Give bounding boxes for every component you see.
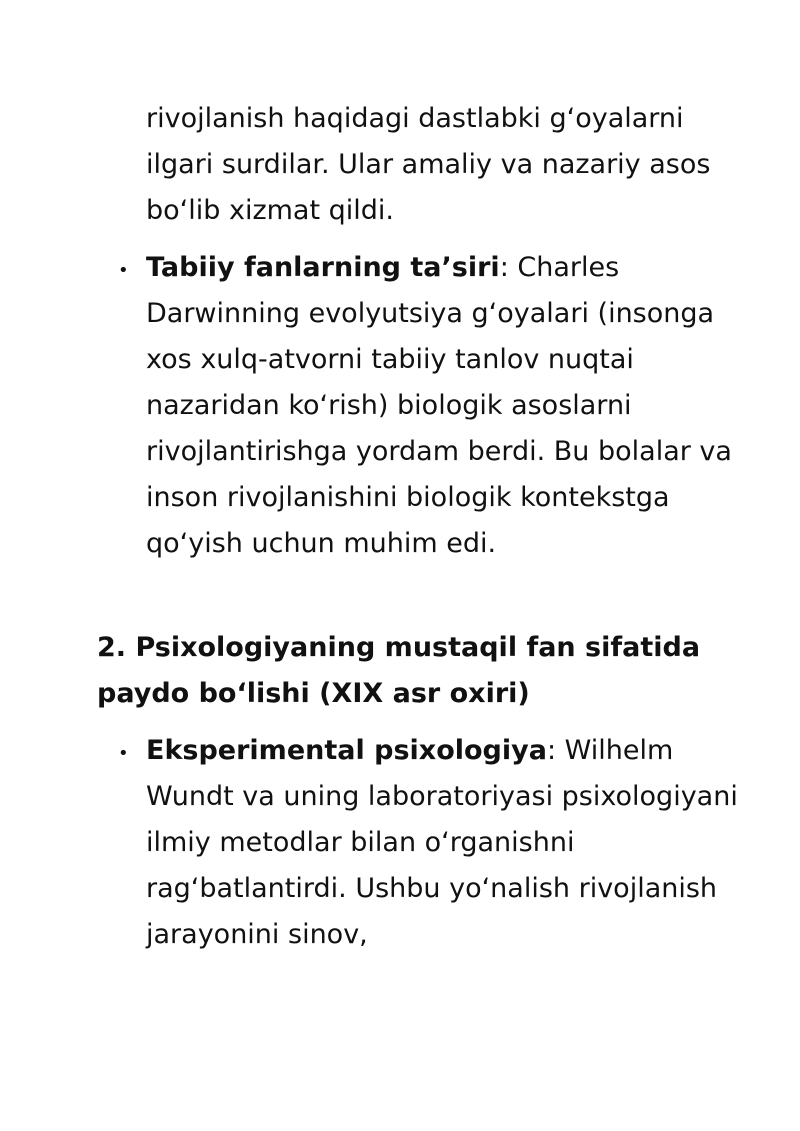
bullet-text: : Wilhelm Wundt va uning laboratoriyasi psixologiyani ilmiy metodlar bilan o‘rganishni rag‘batlantirdi. Ushbu yo‘nalish rivojlanish jarayonini sinov, xyxy=(146,735,738,950)
bullet-item-experimental-psychology xyxy=(146,728,746,958)
bullet-marker: • xyxy=(118,743,129,764)
continuation-paragraph: rivojlanish haqidagi dastlabki g‘oyalarni ilgari surdilar. Ular amaliy va nazariy asos bo‘lib xizmat qildi. xyxy=(146,103,711,226)
bullet-title: Tabiiy fanlarning ta’siri xyxy=(146,252,500,283)
section-heading: 2. Psixologiyaning mustaqil fan sifatida paydo bo‘lishi (XIX asr oxiri) xyxy=(97,632,701,709)
bullet-title: Eksperimental psixologiya xyxy=(146,735,547,766)
bullet-text: : Charles Darwinning evolyutsiya g‘oyalari (insonga xos xulq-atvorni tabiiy tanlov nuqtai nazaridan ko‘rish) biologik asoslarni rivojlantirishga yordam berdi. Bu bolalar va inson rivojlanishini biologik kontekstga qo‘yish uchun muhim edi. xyxy=(146,252,732,559)
bullet-item-natural-sciences xyxy=(146,245,746,567)
bullet-marker: • xyxy=(118,260,129,281)
